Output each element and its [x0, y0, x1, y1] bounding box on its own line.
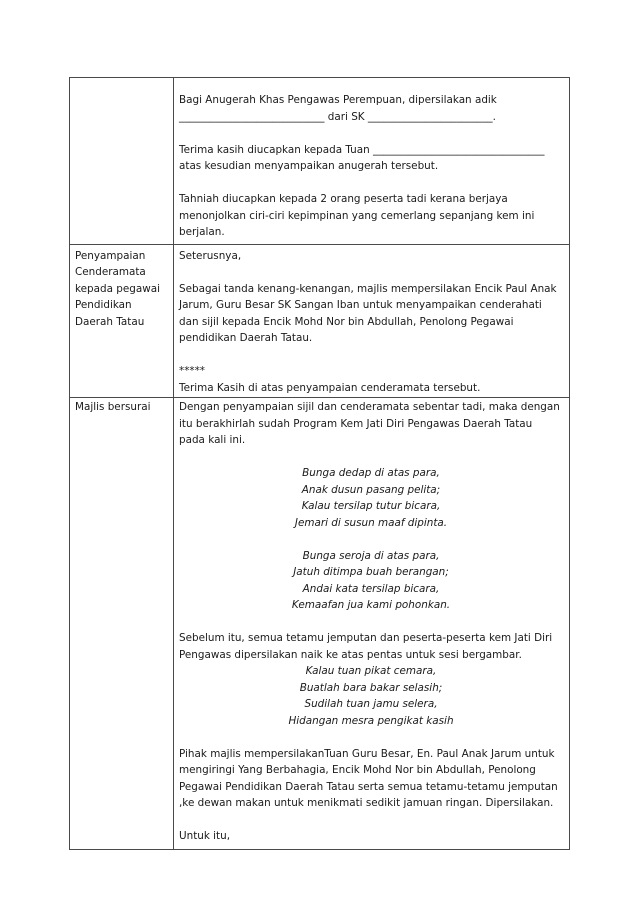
body-line: menonjolkan ciri-ciri kepimpinan yang cemerlang sepanjang kem ini — [179, 209, 535, 222]
row-body — [174, 244, 570, 398]
body-line: berjalan. — [179, 226, 225, 238]
label-line: Penyampaian — [75, 249, 146, 262]
label-line: Cenderamata — [75, 266, 146, 278]
poem-line: Hidangan mesra pengikat kasih — [288, 714, 454, 727]
label-line: kepada pegawai — [75, 282, 160, 295]
blank-line — [179, 614, 563, 631]
body-line: Bagi Anugerah Khas Pengawas Perempuan, dipersilakan adik — [179, 94, 497, 106]
body-line: mengiringi Yang Berbahagia, Encik Mohd Nor bin Abdullah, Penolong — [179, 764, 536, 776]
blank-line — [179, 449, 563, 466]
table-row — [70, 398, 570, 850]
poem-line: Kalau tersilap tutur bicara, — [301, 500, 441, 512]
poem-line: Bunga seroja di atas para, — [302, 549, 440, 562]
body-line: ,ke dewan makan untuk menikmati sedikit jamuan ringan. Dipersilakan. — [179, 797, 554, 809]
poem-line: Bunga dedap di atas para, — [302, 467, 440, 479]
poem-line: Jemari di susun maaf dipinta. — [294, 516, 448, 529]
body-line: Pengawas dipersilakan naik ke atas pentas untuk sesi bergambar. — [179, 648, 522, 661]
row-label — [70, 78, 174, 245]
body-line: Jarum, Guru Besar SK Sangan Iban untuk menyampaikan cenderahati — [179, 299, 542, 311]
separator-stars: ***** — [179, 365, 205, 377]
body-line: Sebagai tanda kenang-kenangan, majlis mempersilakan Encik Paul Anak — [179, 282, 557, 295]
row-body — [174, 398, 570, 850]
body-line: Pegawai Pendidikan Daerah Tatau serta semua tetamu-tetamu jemputan — [179, 780, 558, 793]
body-line: pendidikan Daerah Tatau. — [179, 332, 313, 344]
body-line: ____________________________ dari SK ________________________. — [179, 110, 496, 123]
poem-line: Buatlah bara bakar selasih; — [299, 681, 443, 694]
body-line: Pihak majlis mempersilakanTuan Guru Besar, En. Paul Anak Jarum untuk — [179, 747, 555, 760]
body-line: Terima kasih diucapkan kepada Tuan _________________________________ — [179, 143, 545, 156]
body-line: itu berakhirlah sudah Program Kem Jati Diri Pengawas Daerah Tatau — [179, 417, 533, 430]
body-line: Dengan penyampaian sijil dan cenderamata sebentar tadi, maka dengan — [179, 401, 560, 413]
body-line: Sebelum itu, semua tetamu jemputan dan peserta-peserta kem Jati Diri — [179, 632, 553, 644]
body-line: Tahniah diucapkan kepada 2 orang peserta tadi kerana berjaya — [179, 193, 508, 205]
row-body — [174, 78, 570, 245]
body-line: Terima Kasih di atas penyampaian cenderamata tersebut. — [179, 381, 481, 394]
blank-line — [179, 729, 563, 746]
blank-line — [179, 531, 563, 548]
label-line: Pendidikan — [75, 299, 132, 311]
body-line: Seterusnya, — [179, 249, 242, 262]
label-line: Daerah Tatau — [75, 315, 145, 328]
poem-line: Andai kata tersilap bicara, — [302, 582, 440, 595]
poem-line: Jatuh ditimpa buah berangan; — [293, 566, 449, 578]
body-line: Untuk itu, — [179, 830, 231, 842]
blank-line — [179, 812, 563, 829]
poem-line: Anak dusun pasang pelita; — [301, 483, 441, 496]
blank-line — [179, 125, 563, 142]
body-line: dan sijil kepada Encik Mohd Nor bin Abdullah, Penolong Pegawai — [179, 315, 514, 328]
body-line: atas kesudian menyampaikan anugerah tersebut. — [179, 160, 439, 172]
blank-line — [179, 264, 563, 281]
blank-line — [179, 175, 563, 192]
row-label: Majlis bersurai — [70, 398, 174, 850]
body-line: pada kali ini. — [179, 434, 246, 446]
program-table — [69, 77, 570, 850]
poem-line: Kalau tuan pikat cemara, — [305, 665, 437, 677]
row-label — [70, 244, 174, 398]
poem-line: Sudilah tuan jamu selera, — [304, 698, 438, 710]
blank-line — [179, 347, 563, 364]
table-row — [70, 78, 570, 245]
poem-line: Kemaafan jua kami pohonkan. — [291, 599, 451, 611]
table-row — [70, 244, 570, 398]
